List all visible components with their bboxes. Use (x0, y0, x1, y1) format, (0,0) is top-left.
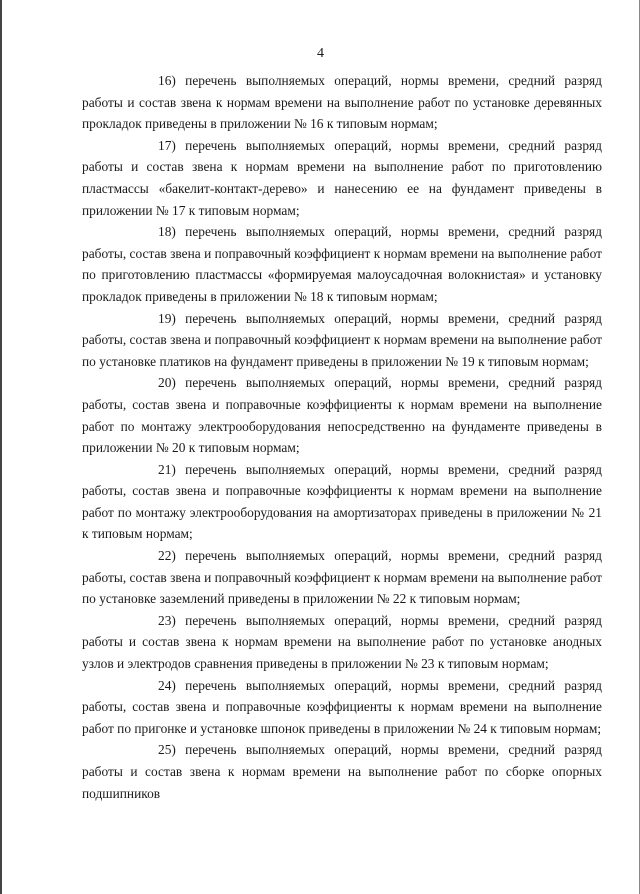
item-text: перечень выполняемых операций, нормы времени, средний разряд работы, состав звена и поправочные коэффициенты к нормам времени на выполнение работ по пригонке и установке шпонок приведены в приложении № 24 к типовым нормам; (82, 677, 602, 736)
list-item-19 (82, 308, 602, 373)
document-body (82, 70, 602, 801)
item-number: 25) (158, 742, 176, 758)
item-number: 17) (158, 137, 176, 153)
item-number: 21) (158, 461, 176, 477)
item-number: 18) (158, 224, 176, 240)
item-number: 20) (158, 375, 176, 391)
item-text: перечень выполняемых операций, нормы времени, средний разряд работы, состав звена и поправочный коэффициент к нормам времени на выполнение работ по приготовлению пластмассы «формируемая малоусадочная волокнистая» и установку прокладок приведены в приложении № 18 к типовым нормам; (82, 224, 602, 304)
list-item-25 (82, 739, 602, 801)
item-text: перечень выполняемых операций, нормы времени, средний разряд работы и состав звена к нормам времени на выполнение работ по установке анодных узлов и электродов сравнения приведены в приложении № 23 к типовым нормам; (82, 612, 602, 672)
item-text: перечень выполняемых операций, нормы времени, средний разряд работы и состав звена к нормам времени на выполнение работ по сборке опорных подшипников (82, 742, 602, 801)
item-number: 19) (158, 310, 176, 326)
list-item-21 (82, 459, 602, 545)
item-text: перечень выполняемых операций, нормы времени, средний разряд работы и состав звена к нормам времени на выполнение работ по установке деревянных прокладок приведены в приложении № 16 к типовым нормам; (82, 73, 602, 132)
item-text: перечень выполняемых операций, нормы времени, средний разряд работы, состав звена и поправочные коэффициенты к нормам времени на выполнение работ по монтажу электрооборудования непосредственно на фундаменте приведены в приложении № 20 к типовым нормам; (82, 375, 602, 456)
item-number: 23) (158, 612, 176, 628)
item-number: 16) (158, 73, 176, 88)
list-item-23 (82, 610, 602, 675)
item-text: перечень выполняемых операций, нормы времени, средний разряд работы и состав звена к нормам времени на выполнение работ по приготовлению пластмассы «бакелит-контакт-дерево» и нанесению ее на фундамент приведены в приложении № 17 к типовым нормам; (82, 137, 602, 218)
item-number: 22) (158, 548, 176, 564)
list-item-20 (82, 372, 602, 458)
list-item-22 (82, 545, 602, 610)
list-item-18 (82, 221, 602, 307)
item-number: 24) (158, 677, 176, 693)
item-text: перечень выполняемых операций, нормы времени, средний разряд работы, состав звена и поправочные коэффициенты к нормам времени на выполнение работ по монтажу электрооборудования на амортизаторах приведены в приложении № 21 к типовым нормам; (82, 461, 602, 542)
item-text: перечень выполняемых операций, нормы времени, средний разряд работы, состав звена и поправочный коэффициент к нормам времени на выполнение работ по установке заземлений приведены в приложении № 22 к типовым нормам; (82, 548, 602, 607)
list-item-24 (82, 675, 602, 740)
item-text: перечень выполняемых операций, нормы времени, средний разряд работы, состав звена и поправочный коэффициент к нормам времени на выполнение работ по установке платиков на фундамент приведены в приложении № 19 к типовым нормам; (82, 310, 602, 369)
page-number: 4 (317, 46, 324, 61)
list-item-17 (82, 135, 602, 221)
list-item-16 (82, 70, 602, 135)
